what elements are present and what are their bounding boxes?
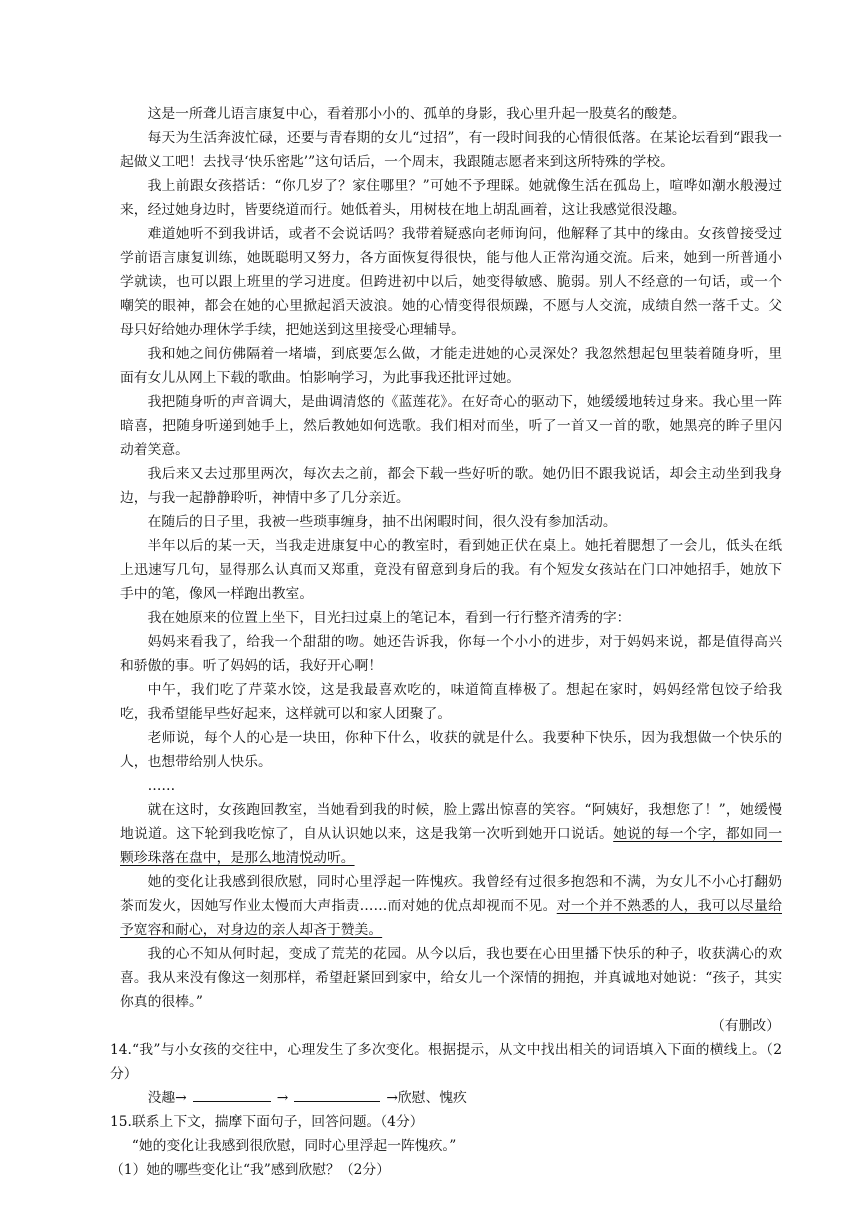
paragraph-text: 就在这时，女孩跑回教室，当她看到我的时候，脸上露出惊喜的笑容。“阿姨好，我想您了！”，她缓慢地说道。这下轮到我吃惊了，自从认识她以来，这是我第一次听到她开口说话。 xyxy=(120,802,782,842)
paragraph: 这是一所聋儿语言康复中心，看着那小小的、孤单的身影，我心里升起一股莫名的酸楚。 xyxy=(147,106,686,122)
ellipsis: …… xyxy=(147,778,176,794)
answer-start: 没趣→ xyxy=(147,1090,187,1106)
answer-end: →欣慰、愧疚 xyxy=(386,1090,467,1106)
diary-paragraph: 老师说，每个人的心是一块田，你种下什么，收获的就是什么。我要种下快乐，因为我想做一个快乐的人，也想带给别人快乐。 xyxy=(120,730,782,770)
answer-arrow: → xyxy=(276,1090,289,1106)
question-15-quote: “她的变化让我感到很欣慰，同时心里浮起一阵愧疚。” xyxy=(131,1138,457,1154)
diary-paragraph: 中午，我们吃了芹菜水饺，这是我最喜欢吃的，味道简直棒极了。想起在家时，妈妈经常包饺子给我吃，我希望能早些好起来，这样就可以和家人团聚了。 xyxy=(120,682,782,722)
paragraph xyxy=(120,870,782,942)
question-15-1: （1）她的哪些变化让“我”感到欣慰？（2分） xyxy=(110,1162,391,1178)
paragraph: 我后来又去过那里两次，每次去之前，都会下载一些好听的歌。她仍旧不跟我说话，却会主动坐到我身边，与我一起静静聆听，神情中多了几分亲近。 xyxy=(120,466,782,506)
question-14: 14.“我”与小女孩的交往中，心理发生了多次变化。根据提示，从文中找出相关的词语填入下面的横线上。（2分） xyxy=(110,1042,782,1082)
story-text xyxy=(120,102,782,1038)
question-15: 15.联系上下文，揣摩下面句子，回答问题。（4分） xyxy=(110,1114,424,1130)
document-page xyxy=(110,102,783,1182)
paragraph: 每天为生活奔波忙碌，还要与青春期的女儿“过招”，有一段时间我的心情很低落。在某论坛看到“跟我一起做义工吧！去找寻‘快乐密匙’”这句话后，一个周末，我跟随志愿者来到这所特殊的学校。 xyxy=(120,130,782,170)
answer-blank-2[interactable] xyxy=(294,1087,380,1102)
answer-blank-1[interactable] xyxy=(193,1087,271,1102)
paragraph: 我把随身听的声音调大，是曲调清悠的《蓝莲花》。在好奇心的驱动下，她缓缓地转过身来。我心里一阵暗喜，把随身听递到她手上，然后教她如何选歌。我们相对而坐，听了一首又一首的歌，她黑亮的眸子里闪动着笑意。 xyxy=(120,394,782,458)
paragraph: 难道她听不到我讲话，或者不会说话吗？我带着疑惑向老师询问，他解释了其中的缘由。女孩曾接受过学前语言康复训练，她既聪明又努力，各方面恢复得很快，能与他人正常沟通交流。后来，她到一所普通小学就读，也可以跟上班里的学习进度。但跨进初中以后，她变得敏感、脆弱。别人不经意的一句话，或一个嘲笑的眼神，都会在她的心里掀起滔天波浪。她的心情变得很烦躁，不愿与人交流，成绩自然一落千丈。父母只好给她办理休学手续，把她送到这里接受心理辅导。 xyxy=(120,226,782,338)
question-14-answer-row xyxy=(120,1086,782,1110)
paragraph: 半年以后的某一天，当我走进康复中心的教室时，看到她正伏在桌上。她托着腮想了一会儿，低头在纸上迅速写几句，显得那么认真而又郑重，竟没有留意到身后的我。有个短发女孩站在门口冲她招手，她放下手中的笔，像风一样跑出教室。 xyxy=(120,538,782,602)
questions-section xyxy=(110,1038,782,1182)
paragraph: 我上前跟女孩搭话：“你几岁了？家住哪里？”可她不予理睬。她就像生活在孤岛上，喧哗如潮水般漫过来，经过她身边时，皆要绕道而行。她低着头，用树枝在地上胡乱画着，这让我感觉很没趣。 xyxy=(120,178,782,218)
paragraph: 我和她之间仿佛隔着一堵墙，到底要怎么做，才能走进她的心灵深处？我忽然想起包里装着随身听，里面有女儿从网上下载的歌曲。怕影响学习，为此事我还批评过她。 xyxy=(120,346,782,386)
paragraph: 我在她原来的位置上坐下，目光扫过桌上的笔记本，看到一行行整齐清秀的字： xyxy=(147,610,631,626)
paragraph-text: 她的变化让我感到很欣慰，同时心里浮起一阵愧疚。我曾经有过很多抱怨和不满，为女儿不小心打翻奶茶而发火，因她写作业太慢而大声指责……而对她的优点却视而不见。 xyxy=(120,874,782,914)
diary-paragraph: 妈妈来看我了，给我一个甜甜的吻。她还告诉我，你每一个小小的进步，对于妈妈来说，都是值得高兴和骄傲的事。听了妈妈的话，我好开心啊！ xyxy=(120,634,782,674)
paragraph xyxy=(120,798,782,870)
underlined-sentence: 对一个并不熟悉的人，我可以尽量给予宽容和耐心，对身边的亲人却吝于赞美。 xyxy=(120,898,782,938)
paragraph: 在随后的日子里，我被一些琐事缠身，抽不出闲暇时间，很久没有参加活动。 xyxy=(147,514,617,530)
underlined-sentence: 她说的每一个字，都如同一颗珍珠落在盘中，是那么地清悦动听。 xyxy=(120,826,783,866)
paragraph: 我的心不知从何时起，变成了荒芜的花园。从今以后，我也要在心田里播下快乐的种子，收获满心的欢喜。我从来没有像这一刻那样，希望赶紧回到家中，给女儿一个深情的拥抱，并真诚地对她说：“孩子，其实你真的很棒。” xyxy=(120,946,782,1010)
abridged-note: （有删改） xyxy=(711,1018,780,1034)
